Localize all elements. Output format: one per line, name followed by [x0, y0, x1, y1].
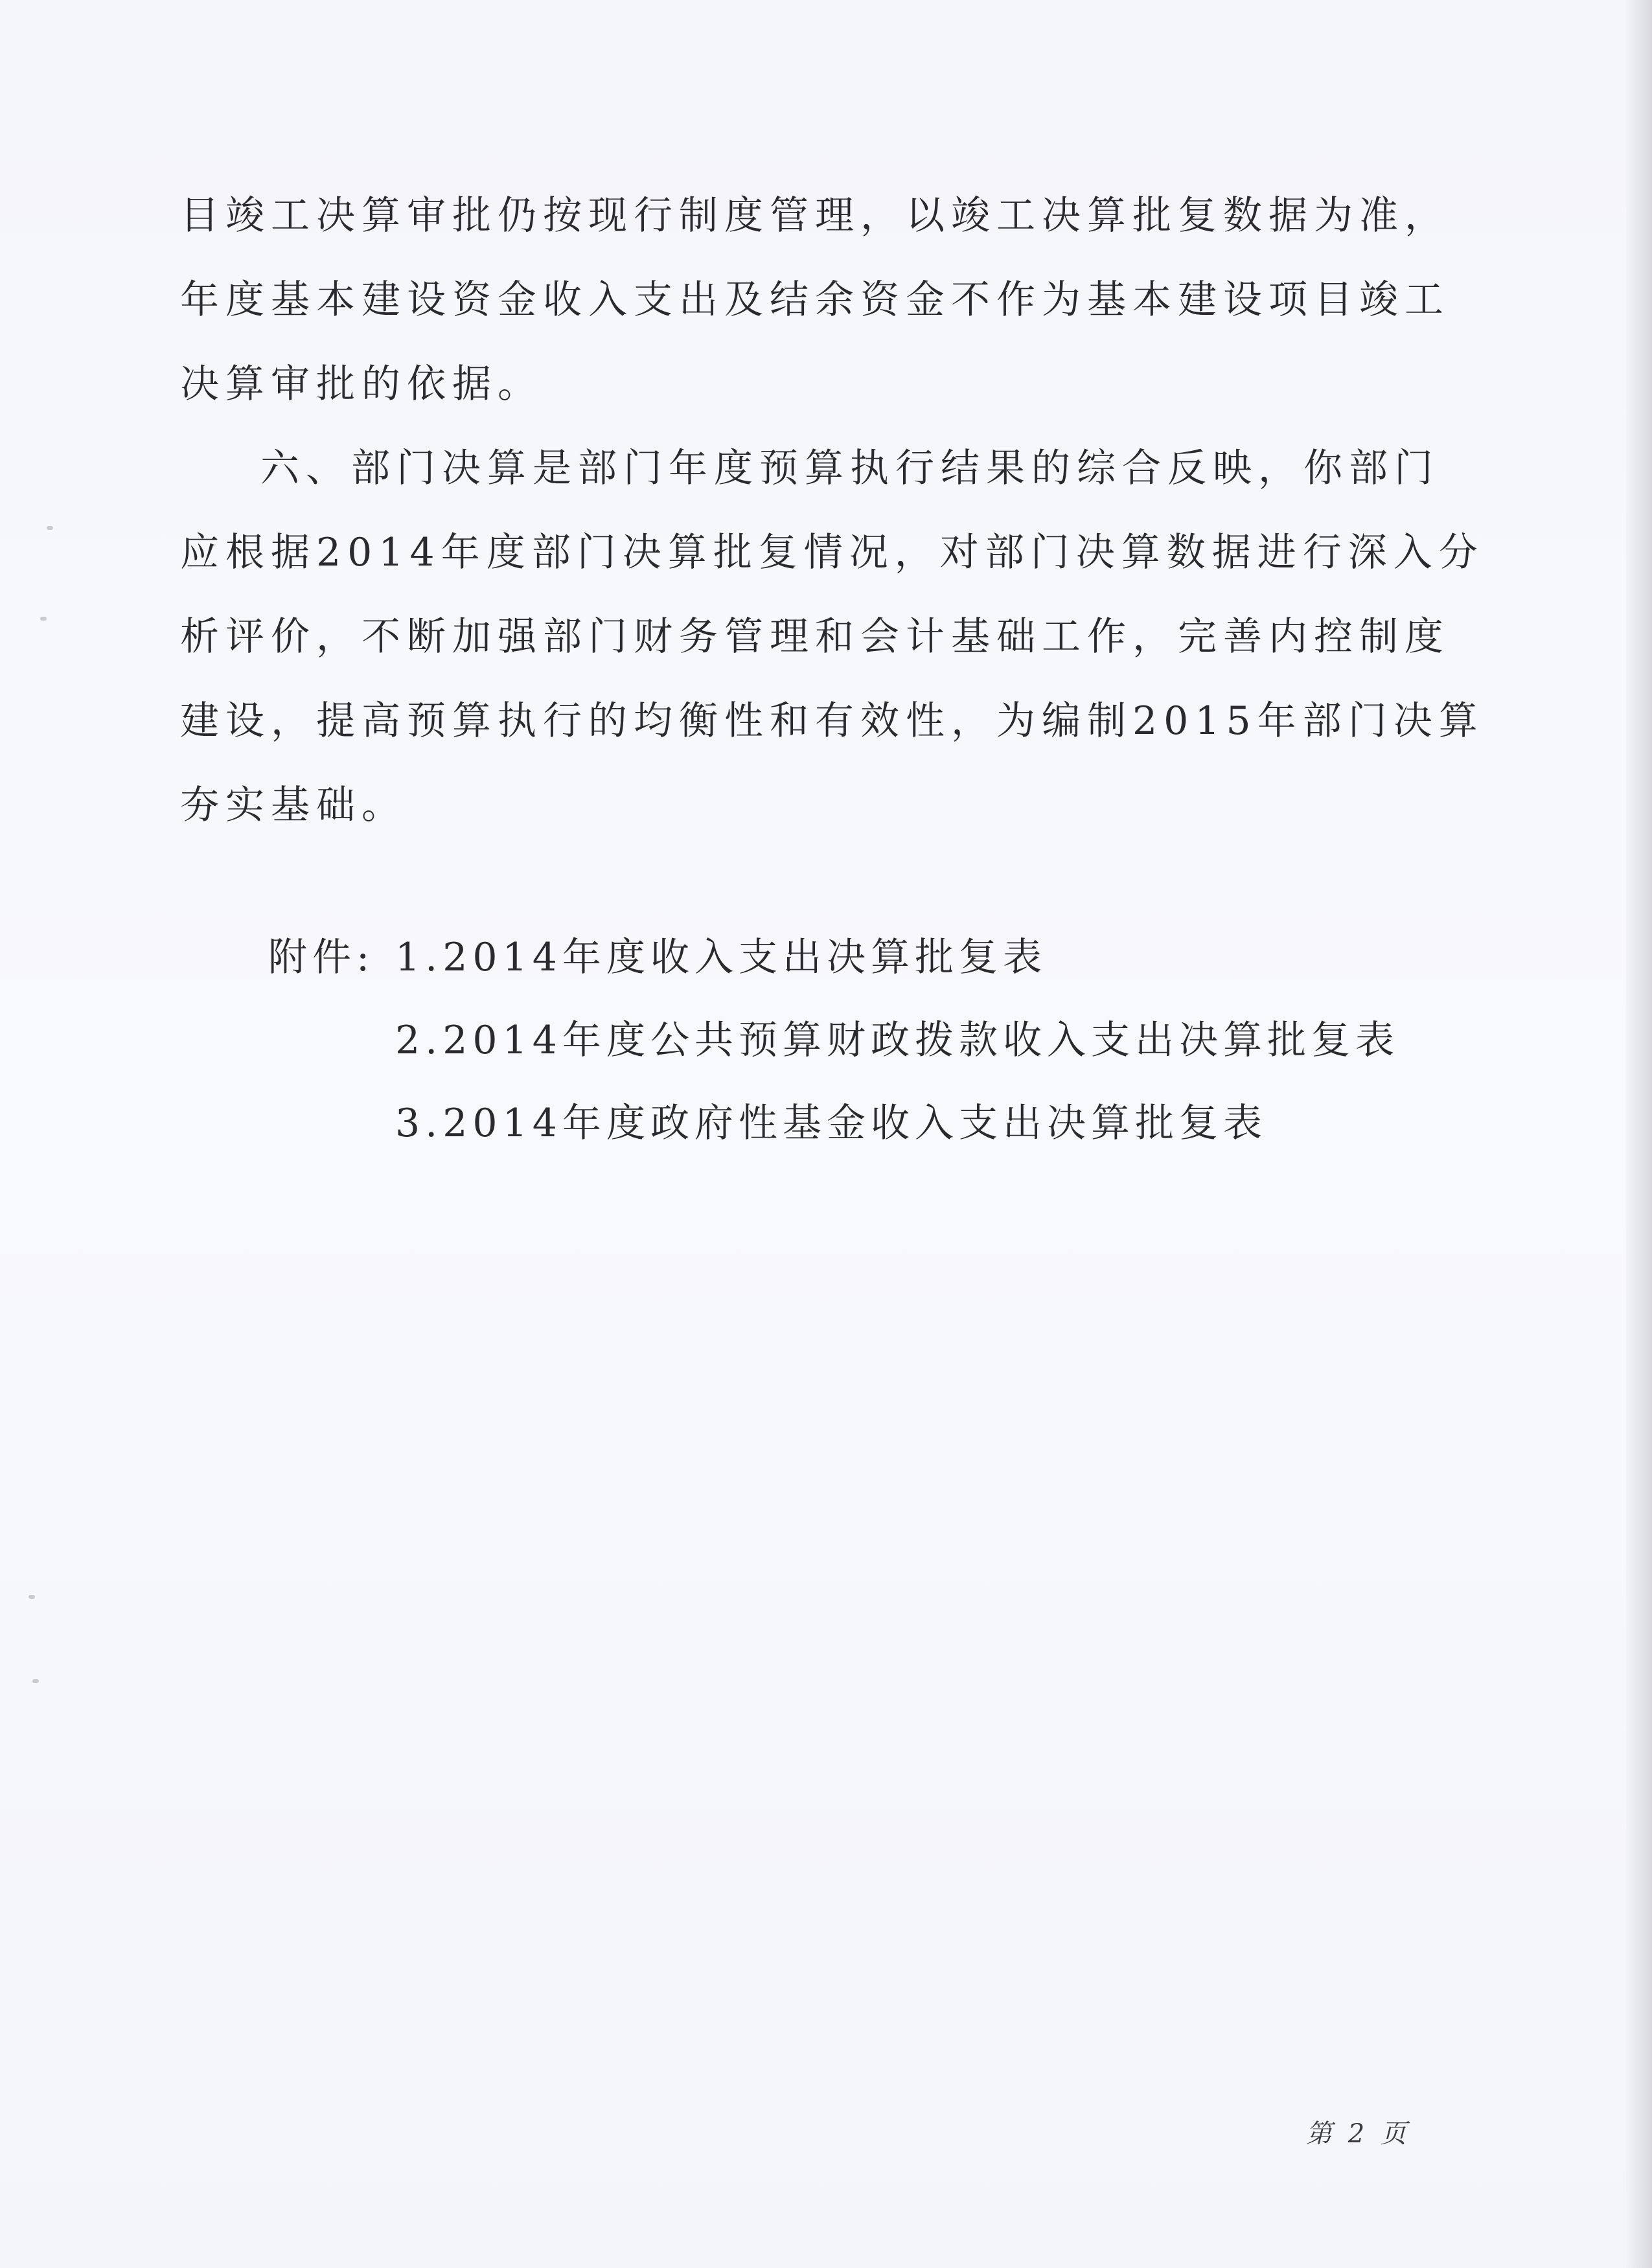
text-line: 决算审批的依据。	[180, 361, 543, 407]
attachment-label: 附件:	[268, 935, 375, 980]
document-body	[180, 174, 1484, 847]
text-line: 夯实基础。	[180, 783, 407, 828]
binding-hole-mark	[47, 526, 53, 530]
paragraph-continuation	[180, 174, 1450, 426]
text-line: 建设，提高预算执行的均衡性和有效性，为编制2015年部门决算	[180, 698, 1484, 744]
text-line: 年度基本建设资金收入支出及结余资金不作为基本建设项目竣工	[180, 277, 1450, 323]
text-line: 应根据2014年度部门决算批复情况，对部门决算数据进行深入分	[180, 530, 1484, 575]
attachment-item	[268, 916, 1399, 999]
text-line: 析评价，不断加强部门财务管理和会计基础工作，完善内控制度	[180, 614, 1450, 659]
binding-hole-mark	[40, 617, 47, 621]
text-line: 六、部门决算是部门年度预算执行结果的综合反映，你部门	[260, 446, 1440, 491]
attachment-title: 1.2014年度收入支出决算批复表	[395, 935, 1047, 980]
page-number: 第 2 页	[1306, 2119, 1410, 2149]
attachment-item	[268, 999, 1399, 1082]
paragraph-six	[180, 426, 1484, 847]
attachment-title: 2.2014年度公共预算财政拨款收入支出决算批复表	[395, 1018, 1399, 1063]
attachment-item	[268, 1082, 1399, 1165]
binding-hole-mark	[29, 1595, 35, 1599]
attachment-list	[268, 916, 1399, 1165]
attachment-title: 3.2014年度政府性基金收入支出决算批复表	[395, 1101, 1267, 1146]
text-line: 目竣工决算审批仍按现行制度管理，以竣工决算批复数据为准，	[180, 193, 1450, 238]
scan-edge-shadow	[1626, 0, 1652, 2268]
binding-hole-mark	[32, 1679, 39, 1683]
